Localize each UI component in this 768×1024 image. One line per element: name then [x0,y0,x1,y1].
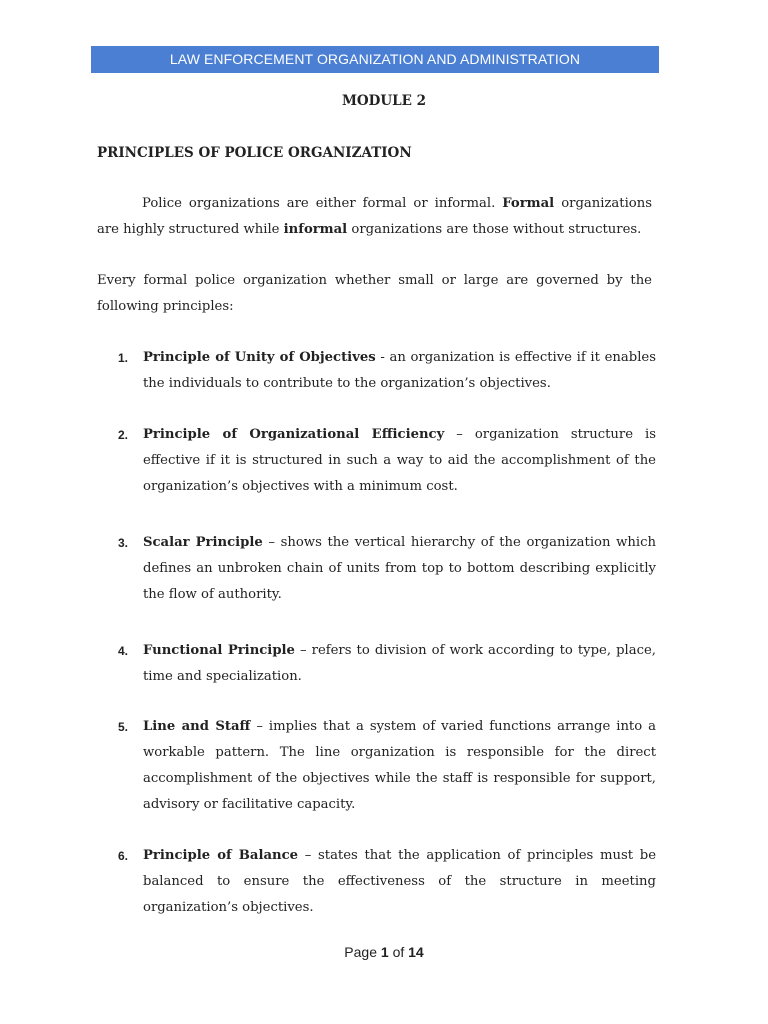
section-title: PRINCIPLES OF POLICE ORGANIZATION [97,145,412,161]
principle-name: Line and Staff [143,719,251,734]
principle-description: – organization structure is effective if it is structured in such a way to aid the accomplishment of the organization’s objectives with a minimum cost. [143,427,656,494]
page-footer [0,944,768,960]
footer-current-page: 1 [380,944,389,960]
principle-item-2 [118,422,656,500]
principle-description: – refers to division of work according to type, place, time and specialization. [143,643,656,684]
lead-in-paragraph [97,268,652,320]
principle-number: 2. [118,428,129,442]
intro-text-2: organizations are highly structured while [97,196,652,237]
module-title: MODULE 2 [341,93,427,109]
principle-name: Functional Principle [143,643,295,658]
principle-number: 4. [118,644,129,658]
principle-number: 3. [118,536,129,550]
principle-name: Scalar Principle [143,535,263,550]
principle-name: Principle of Balance [143,848,299,863]
principle-number: 5. [118,720,129,734]
footer-total-pages: 14 [408,944,424,960]
footer-page-word: Page [344,944,377,960]
principle-description: – shows the vertical hierarchy of the organization which defines an unbroken chain of units from top to bottom describing explicitly the flow of authority. [143,535,656,602]
intro-formal-term: Formal [502,196,555,211]
principle-number: 1. [118,351,129,365]
intro-text-3: organizations are those without structures. [347,222,642,237]
header-title: LAW ENFORCEMENT ORGANIZATION AND ADMINISTRATION [169,51,581,67]
intro-paragraph [97,191,652,243]
principle-number: 6. [118,849,129,863]
principle-description: – states that the application of principles must be balanced to ensure the effectiveness of the structure in meeting organization’s objectives. [143,848,656,915]
principle-item-3 [118,530,656,608]
principle-name: Principle of Organizational Efficiency [143,427,445,442]
principle-name: Principle of Unity of Objectives [143,350,376,365]
footer-of-word: of [392,944,405,960]
principle-description: - an organization is effective if it enables the individuals to contribute to the organization’s objectives. [143,350,656,391]
principle-item-4 [118,638,656,690]
principle-description: – implies that a system of varied functions arrange into a workable pattern. The line organization is responsible for the direct accomplishment of the objectives while the staff is responsible for support, advisory or facilitative capacity. [143,719,657,812]
lead-in-text: Every formal police organization whether small or large are governed by the following principles: [97,273,652,314]
principle-item-1 [118,345,656,397]
intro-text-1: Police organizations are either formal or informal. [142,196,503,211]
document-header-banner [91,46,659,73]
principle-item-6 [118,843,656,921]
intro-informal-term: informal [283,222,348,237]
principle-item-5 [118,714,656,818]
